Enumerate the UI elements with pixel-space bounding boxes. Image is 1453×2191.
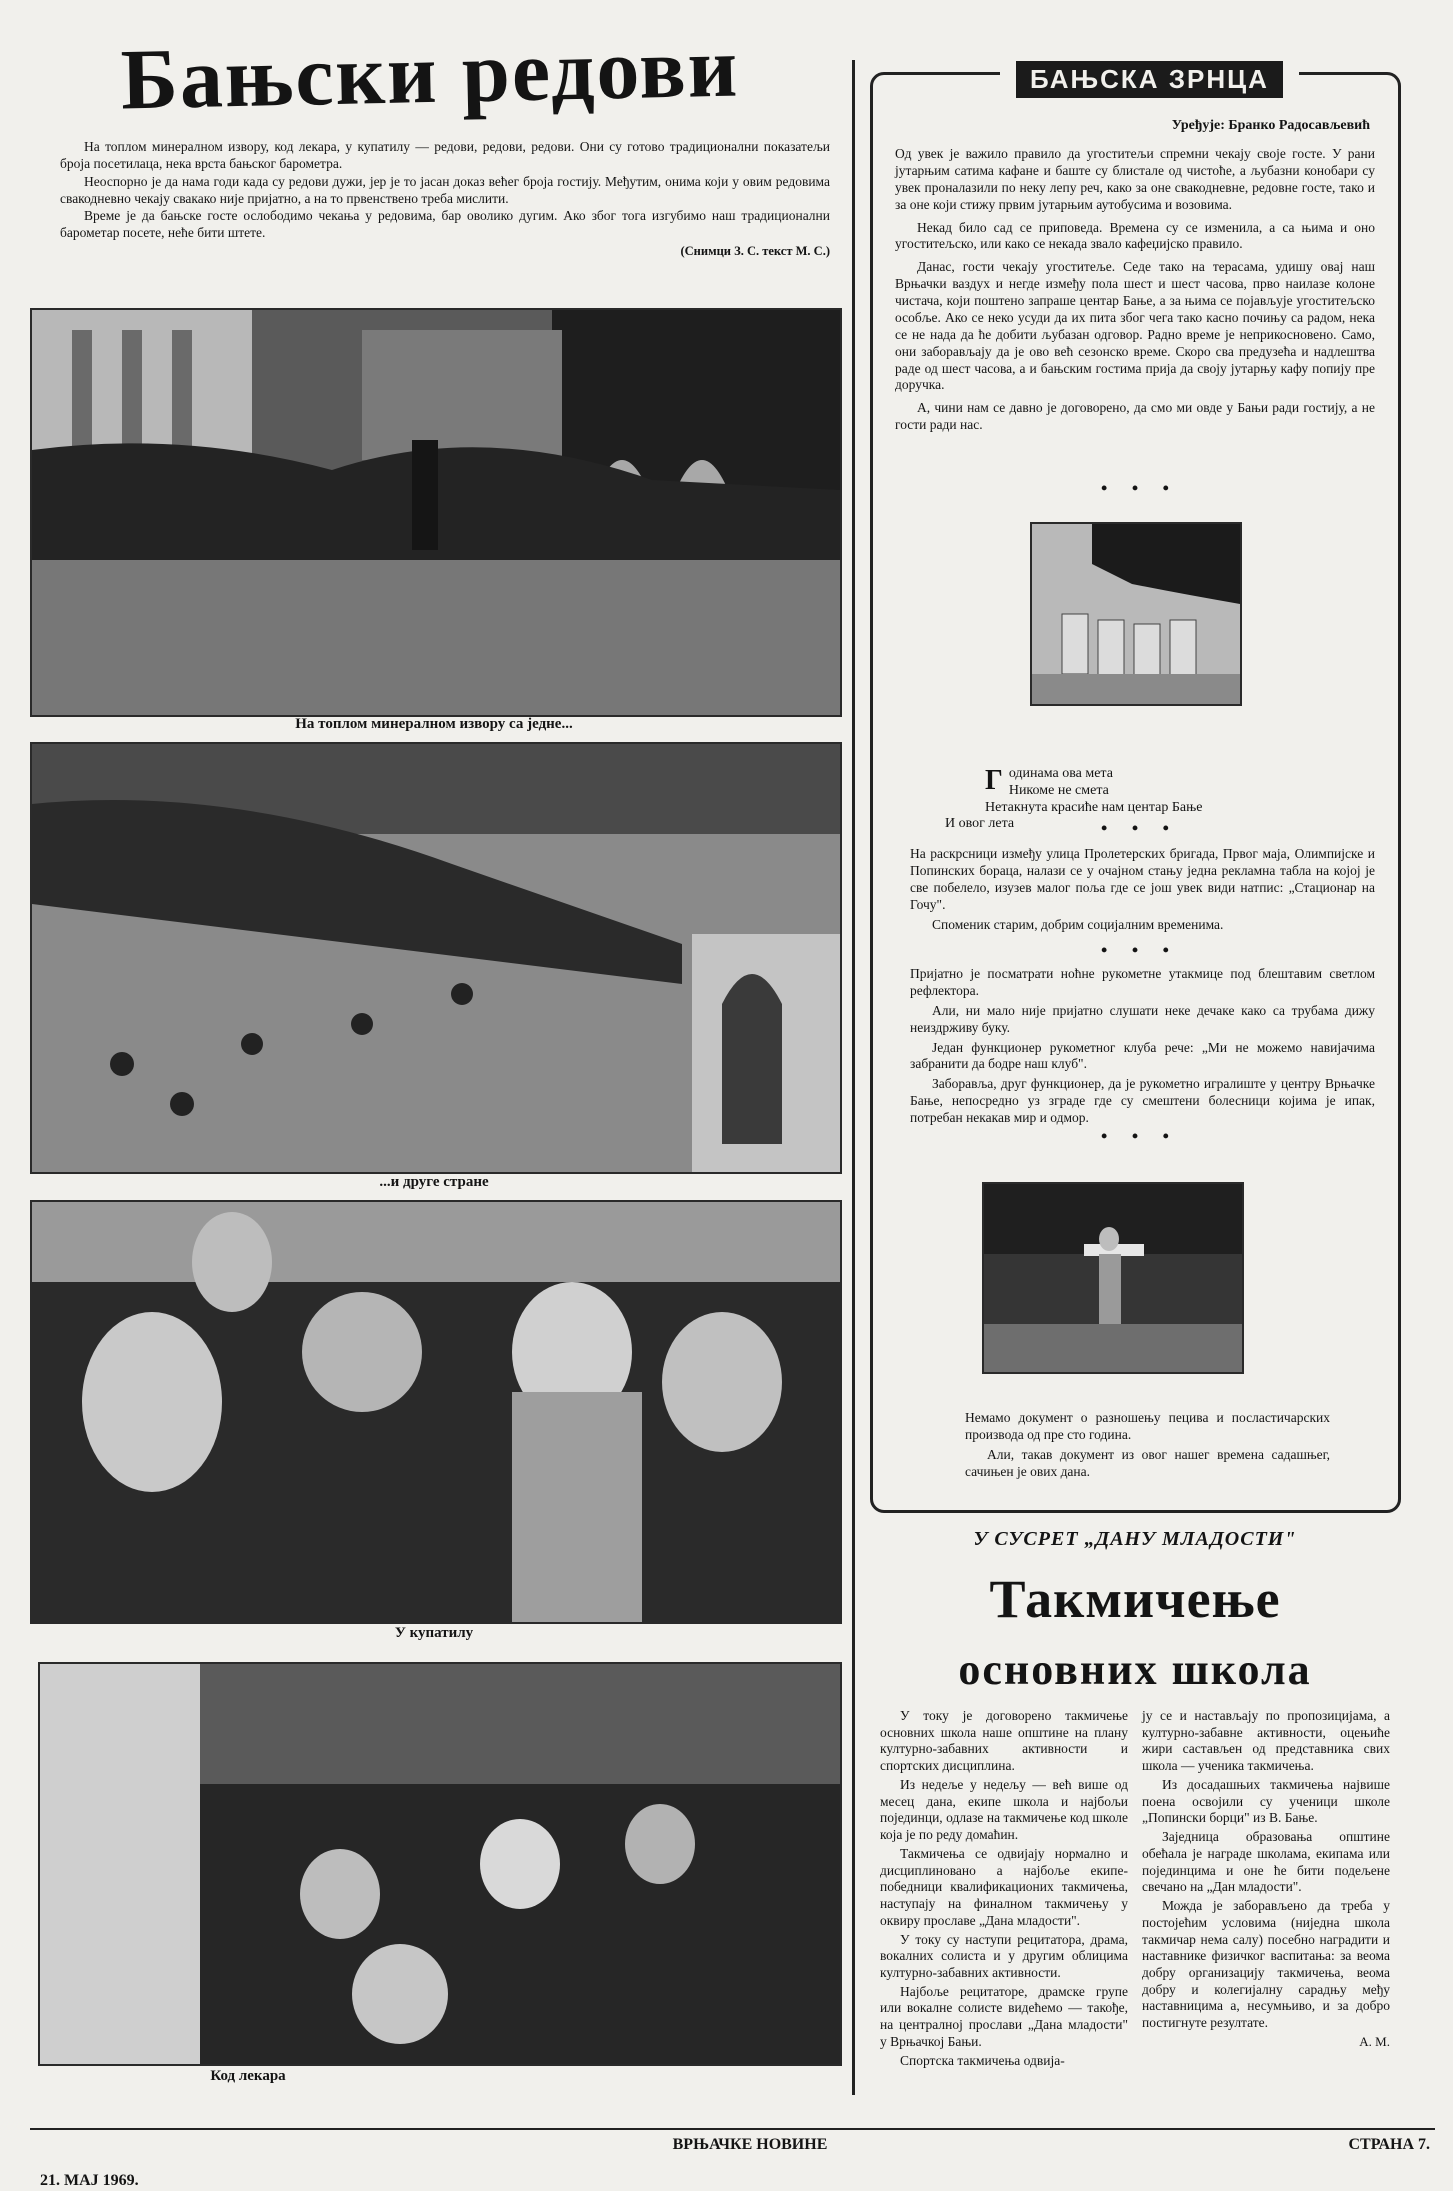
article-paragraph: ју се и настављају по пропозицијама, а културно-забавне активности, оцењиће жири састављен од представника свих школа — ученика такмичења. — [1142, 1708, 1390, 1774]
sidebar-item-billboard — [910, 846, 1375, 936]
article-headline: Такмичење — [989, 1569, 1281, 1629]
item-paragraph: Али, такав документ из овог нашег времена садашњег, сачињен је ових дана. — [965, 1446, 1330, 1479]
footer-date: 21. МАЈ 1969. — [40, 2172, 139, 2189]
photo-credit: (Снимци З. С. текст М. С.) — [680, 243, 830, 258]
photo-caption: У купатилу — [394, 1625, 474, 1641]
sidebar-intro — [895, 146, 1375, 440]
article-column-1 — [880, 1708, 1128, 2071]
lead-paragraph: На топлом минералном извору, код лекара, у купатилу — редови, редови, редови. Они су готово традиционални показатељи броја посетилаца, нека врста бањског барометра. — [60, 139, 830, 172]
photo-spring-crowd — [30, 308, 842, 717]
footer-paper-name: ВРЊАЧКЕ НОВИНЕ — [672, 2136, 828, 2153]
sidebar-paragraph: Некад било сад се приповеда. Времена су се изменила, а са њима и оно угоститељско, или како се некада звало кафеџијско правило. — [895, 219, 1375, 252]
article-paragraph: У току су наступи рецитатора, драма, вокалних солиста и у другим облицима културно-забавних активности. — [880, 1931, 1128, 1981]
photo-pastry-carrier — [982, 1182, 1244, 1374]
poem-line: Никоме не смета — [1008, 782, 1109, 798]
article-author: А. М. — [1359, 2033, 1390, 2049]
article-paragraph: Такмичења се одвијају нормално и дисциплиновано а најбоље екипе-победници квалификационих такмичења, наступају на финалном такмичењу у оквиру прославе „Дана младости". — [880, 1845, 1128, 1928]
sidebar-title — [1000, 58, 1299, 100]
separator-dots: • • • — [1101, 478, 1179, 498]
item-paragraph: Заборавља, друг функционер, да је рукометно игралиште у центру Врњачке Бање, непосредно уз зграде где су смештени болесници којима је ипак, потребан некакав мир и одмор. — [910, 1076, 1375, 1125]
sidebar-item-pastry — [965, 1410, 1330, 1484]
item-paragraph: Немамо документ о разношењу пецива и посластичарских производа од пре сто година. — [965, 1410, 1330, 1442]
main-headline: Бањски редови — [119, 18, 741, 128]
photo-caption: Код лекара — [210, 2068, 286, 2084]
lead-paragraph: Време је да бањске госте ослободимо чекања у редовима, бар оволико дугим. Ако због тога изгубимо наш традиционални барометар посете, неће бити штете. — [60, 208, 830, 241]
separator-dots: • • • — [1101, 1126, 1179, 1146]
article-paragraph: Заједница образовања општине обећала је награде школама, екипама или појединцима и оне ће бити подељене свечано на „Дан младости". — [1142, 1829, 1390, 1895]
poem-line: Годинама ова мета — [985, 765, 1113, 796]
item-paragraph: Споменик старим, добрим социјалним временима. — [932, 916, 1224, 932]
photo-caption: На топлом минералном извору са једне... — [295, 716, 573, 732]
sidebar-paragraph: Од увек је важило правило да угоститељи спремни чекају своје госте. У рани јутарњим сатима кафане и баште су блистале од чистоће, а љубазни конобари су увек проналазили по неку лепу реч, како за оне свакодневне, редовне госте, тако и за оне који стижу првим јутарњим аутобусима и возовима. — [895, 146, 1375, 212]
article-kicker: У СУСРЕТ „ДАНУ МЛАДОСТИ" — [973, 1528, 1297, 1550]
lead-text — [60, 138, 830, 259]
article-paragraph: Најбоље рецитаторе, драмске групе или вокалне солисте видећемо — такође, на централној прослави „Дана младости" у Врњачкој Бањи. — [880, 1983, 1128, 2049]
article-paragraph: Спортска такмичења одвија- — [900, 2052, 1065, 2068]
sidebar-paragraph: А, чини нам се давно је договорено, да смо ми овде у Бањи ради гостију, а не гости ради нас. — [895, 400, 1375, 433]
article-paragraph: Можда је заборављено да треба у постојећим условима (ниједна школа такмичар нема салу) посебно наградити и наставнике физичког васпитања: за веома добру организацију такмичења, веома добру и колегијалну сарадњу међу наставницима а, несумњиво, и за добро постигнуте резултате. — [1142, 1898, 1390, 2031]
item-paragraph: Али, ни мало није пријатно слушати неке дечаке како са трубама дижу неиздрживу буку. — [910, 1002, 1375, 1035]
item-paragraph: Пријатно је посматрати ноћне рукометне утакмице под блештавим светлом рефлектора. — [910, 966, 1375, 998]
item-paragraph: Један функционер рукометног клуба рече: „Ми не можемо навијачима забранити да бодре наш клуб". — [910, 1039, 1375, 1072]
photo-litter-bins — [1030, 522, 1242, 706]
footer-rule — [30, 2128, 1435, 2130]
article-paragraph: Из досадашњих такмичења највише поена освојили су ученици школе „Попински борци" из В. Бање. — [1142, 1776, 1390, 1826]
photo-other-side — [30, 742, 842, 1174]
poem-line: Нетакнута красиће нам центар Бање — [985, 799, 1203, 815]
article-paragraph: У току је договорено такмичење основних школа наше општине на плану културно-забавних активности и спортских дисциплина. — [880, 1708, 1128, 1774]
sidebar-paragraph: Данас, гости чекају угоститеље. Седе тако на терасама, удишу овај наш Врњачки ваздух и негде између пола шест и шест часова, прво наилазе колоне чистача, који поштено запраше центар Бање, а за њима се појављује угоститељско особље. Ако се неко усуди да их пита због чега тако касно почињу са радом, нека се не нада да ће добити љубазан одговор. Радно време је неприкосновено. Само, они заборављају да је ово већ сезонско време. Скоро сва предузећа и надлештва раде од шест часова, а и бањским гостима прија да своју јутарњу кафу попију пре доручка. — [895, 259, 1375, 393]
photo-bathhouse — [30, 1200, 842, 1624]
lead-paragraph: Неоспорно је да нама годи када су редови дужи, јер је то јасан доказ већег броја гостију. Међутим, онима који у овим редовима свакодневно чекају свакако није пријатно, а на то првенствено треба мислити. — [60, 173, 830, 206]
separator-dots: • • • — [1101, 818, 1179, 838]
sidebar-item-handball — [910, 966, 1375, 1130]
photo-doctor — [38, 1662, 842, 2066]
item-paragraph: На раскрсници између улица Пролетерских бригада, Првог маја, Олимпијске и Попинских бораца, налази се у очајном стању једна рекламна табла на којој је све побелело, изузев малог поља где се још увек види натпис: „Стационар на Гочу". — [910, 846, 1375, 912]
sidebar-title-text: БАЊСКА ЗРНЦА — [1016, 61, 1283, 98]
separator-dots: • • • — [1101, 940, 1179, 960]
poem-line: И овог лета — [945, 816, 1015, 832]
column-rule — [852, 60, 855, 2095]
article-column-2 — [1142, 1708, 1390, 2050]
article-subheadline: основних школа — [958, 1645, 1312, 1694]
article-paragraph: Из недеље у недељу — већ више од месец дана, екипе школа и најбољи појединци, одлазе на такмичење код школе која је по реду домаћин. — [880, 1776, 1128, 1843]
footer-page-number: СТРАНА 7. — [1348, 2136, 1430, 2153]
photo-caption: ...и друге стране — [379, 1174, 489, 1190]
sidebar-editor: Уређује: Бранко Радосављевић — [1171, 118, 1370, 133]
